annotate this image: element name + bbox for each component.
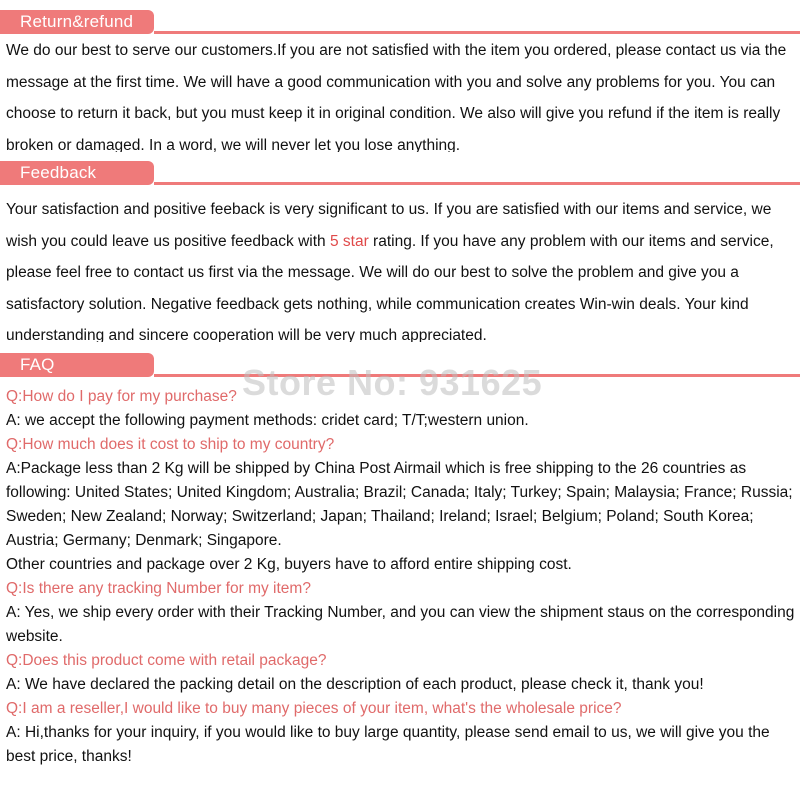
faq-question: Q:How much does it cost to ship to my country? xyxy=(6,436,335,453)
faq-answer: A:Package less than 2 Kg will be shipped by China Post Airmail which is free shipping to the 26 countries as following: United States; United Kingdom; Australia; Brazil; Canada; Italy; Turkey; Spain; Malaysia; France; Russia; Sweden; New Zealand; Norway; Switzerland; Japan; Thailand; Ireland; Israel; Belgium; Poland; South Korea; Austria; Germany; Denmark; Singapore. xyxy=(6,460,793,549)
store-watermark: Store No: 931625 xyxy=(242,362,543,403)
faq-answer: A: Hi,thanks for your inquiry, if you would like to buy large quantity, please send email to us, we will give you the best price, thanks! xyxy=(6,724,770,765)
return-refund-header xyxy=(0,10,800,34)
feedback-text xyxy=(6,194,798,342)
faq-answer-extra: Other countries and package over 2 Kg, buyers have to afford entire shipping cost. xyxy=(6,556,572,573)
feedback-text-part2: rating. If you have any problem with our items and service, please feel free to contact us first via the message. We will do our best to solve the problem and give you a satisfactory solution. Negative feedback gets nothing, while communication creates Win-win deals. Your kind understanding and sincere cooperation will be very much appreciated. xyxy=(6,232,774,342)
faq-question: Q:I am a reseller,I would like to buy many pieces of your item, what's the wholesale price? xyxy=(6,700,622,717)
header-divider xyxy=(154,31,800,34)
feedback-header xyxy=(0,161,800,185)
return-refund-text: We do our best to serve our customers.If you are not satisfied with the item you ordered, please contact us via the message at the first time. We will have a good communication with you and solve any problems for you. You can choose to return it back, but you must keep it in original condition. We also will give you refund if the item is really broken or damaged. In a word, we will never let you lose anything. xyxy=(6,42,787,152)
faq-answer: A: We have declared the packing detail on the description of each product, please check it, thank you! xyxy=(6,676,704,693)
return-refund-title: Return&refund xyxy=(0,10,154,34)
feedback-text-part1: Your satisfaction and positive feeback is very significant to us. If you are satisfied with our items and service, we wish you could leave us positive feedback with xyxy=(6,201,772,250)
header-divider xyxy=(154,182,800,185)
five-star-highlight: 5 star xyxy=(329,232,369,250)
faq-question: Q:How do I pay for my purchase? xyxy=(6,388,237,405)
faq-list xyxy=(6,385,796,769)
faq-answer: A: Yes, we ship every order with their Tracking Number, and you can view the shipment staus on the corresponding website. xyxy=(6,604,795,645)
faq-question: Q:Is there any tracking Number for my item? xyxy=(6,580,311,597)
faq-title: FAQ xyxy=(0,353,154,377)
feedback-title: Feedback xyxy=(0,161,154,185)
faq-question: Q:Does this product come with retail package? xyxy=(6,652,327,669)
faq-answer: A: we accept the following payment methods: cridet card; T/T;western union. xyxy=(6,412,529,429)
